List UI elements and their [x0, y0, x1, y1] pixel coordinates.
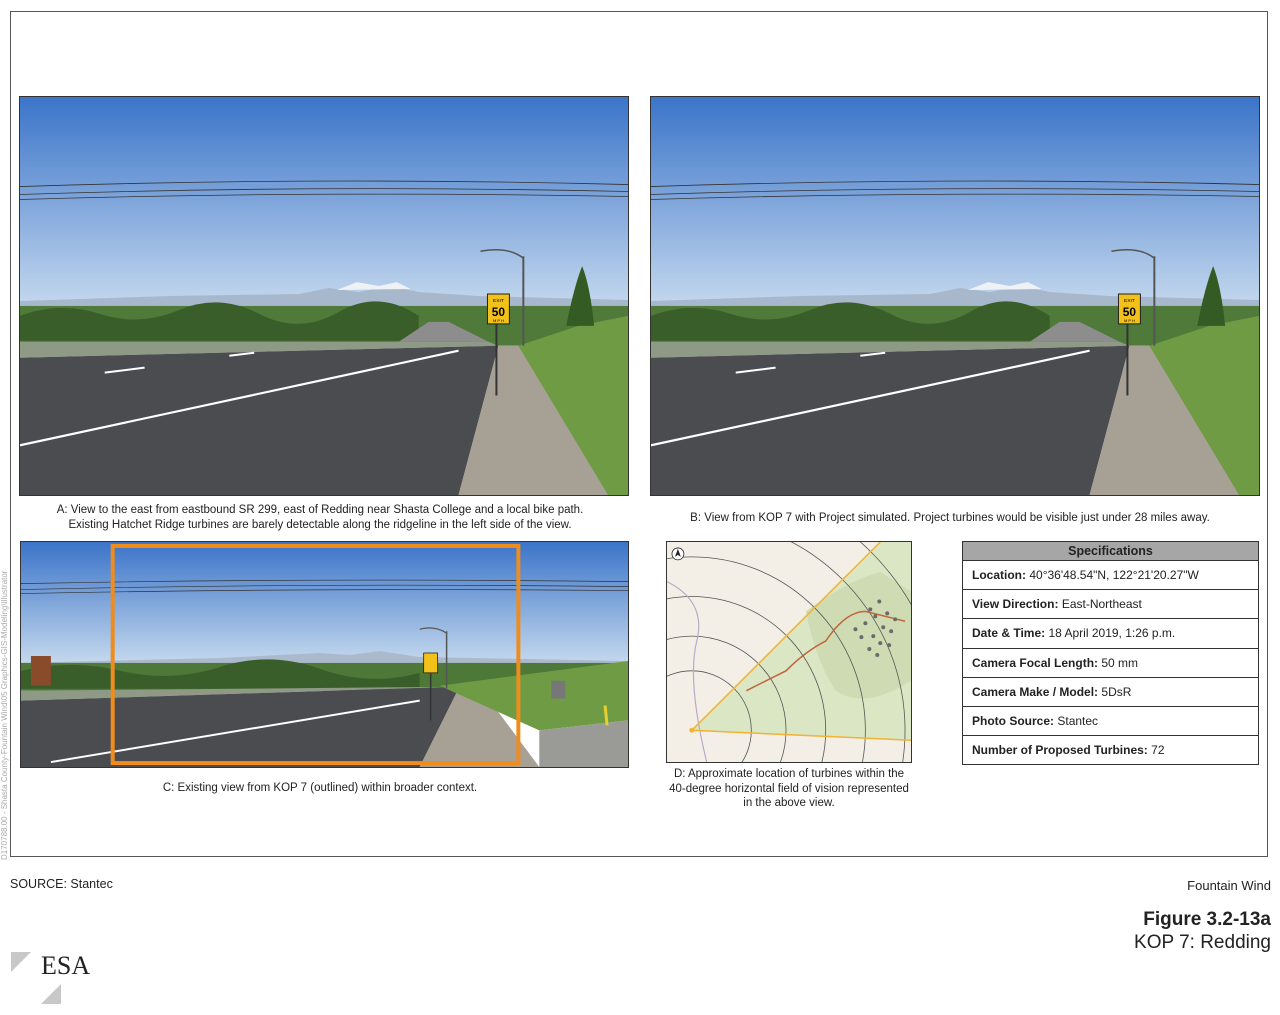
caption-b: B: View from KOP 7 with Project simulated. Project turbines would be visible just under 28 miles away. — [690, 512, 1210, 524]
sign-value-text: 50 — [1122, 304, 1137, 319]
caption-a-line-2: Existing Hatchet Ridge turbines are barely detectable along the ridgeline in the left side of the view. — [68, 518, 572, 531]
sign-value-text: 50 — [491, 304, 506, 319]
source-credit: SOURCE: Stantec — [10, 877, 113, 891]
caption-a-line-1: A: View to the east from eastbound SR 299, east of Redding near Shasta College and a local bike path. — [56, 504, 584, 516]
photo-c-context-view — [20, 541, 629, 768]
map-d-field-of-vision — [666, 541, 912, 763]
sign-bottom-text: M P H — [492, 317, 504, 323]
figure-title: KOP 7: Redding — [1134, 932, 1271, 953]
caption-c: C: Existing view from KOP 7 (outlined) within broader context. — [162, 782, 478, 794]
caption-d-line-3: in the above view. — [743, 797, 835, 809]
photo-a-existing-view — [19, 96, 629, 496]
caption-d-line-2: 40-degree horizontal field of vision represented — [669, 782, 909, 795]
figure-number: Figure 3.2-13a — [1143, 909, 1271, 930]
sign-top-text: EXIT — [1123, 298, 1135, 304]
sign-top-text: EXIT — [492, 298, 504, 304]
photo-b-simulated-view — [650, 96, 1260, 496]
north-arrow-icon — [672, 548, 684, 560]
svg-text:ESA: ESA — [41, 952, 91, 980]
sign-bottom-text: M P H — [1123, 317, 1135, 323]
spec-row-location: Location: 40°36'48.54"N, 122°21'20.27"W — [963, 561, 1258, 590]
file-path-label: D170788.00 - Shasta County-Fountain Wind\05 Graphics-GIS-Modeling\Illustrator — [0, 570, 9, 860]
caption-d-line-1: D: Approximate location of turbines within the — [673, 768, 905, 780]
caption-d — [656, 767, 922, 811]
spec-row-date-time: Date & Time: 18 April 2019, 1:26 p.m. — [963, 619, 1258, 648]
spec-row-focal-length: Camera Focal Length: 50 mm — [963, 649, 1258, 678]
spec-row-camera-model: Camera Make / Model: 5DsR — [963, 678, 1258, 707]
spec-row-view-direction: View Direction: East-Northeast — [963, 590, 1258, 619]
spec-row-photo-source: Photo Source: Stantec — [963, 707, 1258, 736]
esa-logo — [11, 952, 101, 1004]
specifications-title: Specifications — [963, 542, 1258, 561]
caption-a — [19, 503, 621, 532]
specifications-table — [962, 541, 1259, 765]
project-name: Fountain Wind — [1187, 878, 1271, 893]
spec-row-turbine-count: Number of Proposed Turbines: 72 — [972, 743, 1165, 758]
